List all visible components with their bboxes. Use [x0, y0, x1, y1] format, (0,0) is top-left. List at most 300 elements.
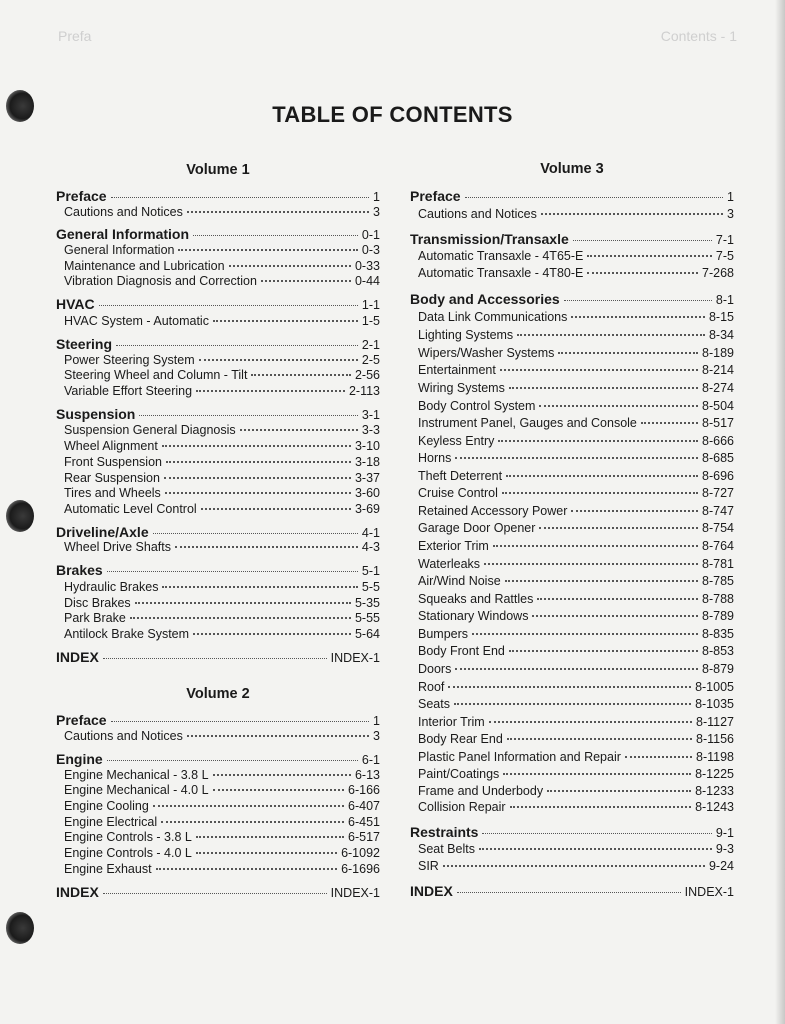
toc-entry-row: [410, 680, 734, 696]
dot-leader: [99, 305, 358, 306]
toc-entry-title: Wipers/Washer Systems: [418, 346, 555, 360]
toc-page-number: 8-696: [702, 469, 734, 483]
toc-entry-title: Doors: [418, 662, 452, 676]
toc-entry-row: [410, 539, 734, 555]
toc-entry-title: Seats: [418, 697, 450, 711]
toc-entry-title: Wheel Alignment: [64, 439, 158, 453]
toc-page-number: 8-1005: [695, 680, 734, 694]
toc-page-number: 6-1696: [341, 862, 380, 876]
toc-entry-row: [410, 592, 734, 608]
running-header-right: Contents - 1: [660, 28, 737, 44]
toc-entry-title: Engine Electrical: [64, 815, 158, 829]
toc-page-number: 7-1: [715, 233, 734, 247]
toc-page-number: 6-1092: [341, 846, 380, 860]
toc-page-number: 0-33: [354, 259, 380, 273]
toc-entry-title: Frame and Underbody: [418, 784, 544, 798]
dot-leader: [537, 598, 698, 600]
toc-entry-title: Body Control System: [418, 399, 536, 413]
dot-leader: [625, 756, 692, 758]
toc-entry-row: [410, 842, 734, 858]
toc-entry-title: Suspension General Diagnosis: [64, 423, 236, 437]
toc-entry-row: [56, 846, 380, 862]
dot-leader: [448, 686, 691, 688]
toc-page-number: 0-44: [354, 274, 380, 288]
toc-page-number: INDEX-1: [330, 886, 380, 900]
toc-entry-row: [56, 611, 380, 627]
toc-page-number: 8-1225: [695, 767, 734, 781]
dot-leader: [482, 833, 711, 834]
toc-entry-row: [56, 259, 380, 275]
toc-entry-row: [410, 609, 734, 625]
toc-page-number: 8-788: [702, 592, 734, 606]
toc-entry-row: [56, 314, 380, 330]
dot-leader: [489, 721, 692, 723]
toc-entry-row: [410, 715, 734, 731]
toc-page-number: 8-789: [702, 609, 734, 623]
left-column: [56, 0, 380, 1024]
dot-leader: [465, 197, 723, 198]
toc-entry-title: Lighting Systems: [418, 328, 514, 342]
toc-entry-title: Plastic Panel Information and Repair: [418, 750, 621, 764]
toc-entry-row: [56, 799, 380, 815]
dot-leader: [240, 429, 358, 431]
toc-entry-title: INDEX: [56, 649, 99, 665]
toc-entry-row: [56, 580, 380, 596]
toc-page-number: 6-451: [348, 815, 380, 829]
toc-page-number: 3-37: [354, 471, 380, 485]
toc-section-row: [56, 226, 380, 244]
dot-leader: [641, 422, 698, 424]
toc-page-number: 6-517: [348, 830, 380, 844]
toc-page-number: 8-1156: [696, 732, 734, 746]
toc-entry-row: [56, 783, 380, 799]
dot-leader: [500, 369, 698, 371]
toc-entry-title: Suspension: [56, 406, 136, 422]
dot-leader: [541, 213, 723, 215]
toc-entry-row: [56, 243, 380, 259]
toc-page-number: 3: [373, 205, 380, 219]
dot-leader: [130, 617, 351, 619]
dot-leader: [564, 300, 712, 301]
toc-entry-title: Interior Trim: [418, 715, 485, 729]
toc-page-number: 2-5: [361, 353, 380, 367]
dot-leader: [479, 848, 712, 850]
dot-leader: [455, 668, 698, 670]
toc-entry-row: [410, 363, 734, 379]
dot-leader: [502, 492, 698, 494]
toc-entry-title: Engine Exhaust: [64, 862, 152, 876]
dot-leader: [587, 272, 698, 274]
toc-page-number: 1-1: [361, 298, 380, 312]
toc-entry-title: Retained Accessory Power: [418, 504, 568, 518]
toc-entry-row: [410, 750, 734, 766]
toc-entry-row: [410, 249, 734, 265]
toc-entry-title: Engine Mechanical - 3.8 L: [64, 768, 209, 782]
dot-leader: [505, 580, 698, 582]
toc-page-number: 8-34: [708, 328, 734, 342]
toc-entry-title: Engine: [56, 751, 103, 767]
toc-entry-row: [56, 368, 380, 384]
toc-page-number: 8-1035: [695, 697, 734, 711]
dot-leader: [571, 510, 698, 512]
toc-entry-title: Engine Cooling: [64, 799, 149, 813]
dot-leader: [116, 345, 358, 346]
toc-entry-title: Engine Mechanical - 4.0 L: [64, 783, 209, 797]
toc-entry-row: [410, 662, 734, 678]
right-column: [410, 0, 734, 1024]
dot-leader: [187, 735, 369, 737]
toc-entry-title: Cautions and Notices: [418, 207, 537, 221]
toc-entry-title: Squeaks and Rattles: [418, 592, 534, 606]
toc-entry-title: Transmission/Transaxle: [410, 231, 569, 247]
toc-page-number: 8-764: [702, 539, 734, 553]
toc-page-number: 3: [373, 729, 380, 743]
toc-entry-row: [410, 434, 734, 450]
dot-leader: [539, 527, 698, 529]
toc-page-number: 8-785: [702, 574, 734, 588]
toc-page-number: 8-1198: [696, 750, 734, 764]
toc-page-number: 0-3: [361, 243, 380, 257]
toc-entry-title: Automatic Transaxle - 4T80-E: [418, 266, 584, 280]
dot-leader: [539, 405, 698, 407]
toc-page-number: 8-685: [702, 451, 734, 465]
dot-leader: [443, 865, 705, 867]
toc-section-row: [56, 406, 380, 424]
toc-entry-title: Theft Deterrent: [418, 469, 503, 483]
toc-entry-title: Steering: [56, 336, 113, 352]
toc-entry-title: Front Suspension: [64, 455, 162, 469]
toc-section-row: [410, 291, 734, 309]
toc-page-number: INDEX-1: [330, 651, 380, 665]
toc-entry-title: Brakes: [56, 562, 103, 578]
toc-entry-title: Maintenance and Lubrication: [64, 259, 225, 273]
toc-entry-title: General Information: [64, 243, 175, 257]
toc-entry-row: [410, 784, 734, 800]
toc-entry-row: [56, 502, 380, 518]
toc-page-number: 3-3: [361, 423, 380, 437]
toc-page-number: 1: [373, 714, 380, 728]
toc-entry-row: [56, 439, 380, 455]
running-header-left: Prefa: [58, 28, 92, 44]
toc-page-number: 8-214: [702, 363, 734, 377]
dot-leader: [153, 533, 358, 534]
toc-page-number: 3-69: [354, 502, 380, 516]
toc-entry-row: [56, 384, 380, 400]
dot-leader: [153, 805, 344, 807]
dot-leader: [573, 240, 712, 241]
toc-page-number: 9-1: [715, 826, 734, 840]
volume-2-title: Volume 2: [186, 686, 250, 702]
dot-leader: [498, 440, 698, 442]
toc-entry-title: INDEX: [410, 883, 453, 899]
toc-entry-row: [410, 732, 734, 748]
page-edge-shadow: [775, 0, 785, 1024]
dot-leader: [213, 789, 344, 791]
toc-entry-title: SIR: [418, 859, 439, 873]
toc-entry-row: [56, 486, 380, 502]
toc-page-number: 3-10: [354, 439, 380, 453]
toc-entry-title: Seat Belts: [418, 842, 475, 856]
toc-entry-title: Bumpers: [418, 627, 469, 641]
toc-page-number: 6-13: [354, 768, 380, 782]
toc-entry-title: Instrument Panel, Gauges and Console: [418, 416, 637, 430]
toc-entry-row: [410, 557, 734, 573]
toc-page-number: 3-60: [354, 486, 380, 500]
toc-entry-title: Cruise Control: [418, 486, 498, 500]
toc-entry-row: [410, 767, 734, 783]
toc-entry-row: [410, 521, 734, 537]
toc-page-number: 8-727: [702, 486, 734, 500]
toc-section-row: [56, 296, 380, 314]
toc-page-number: 3-18: [354, 455, 380, 469]
toc-page-number: 1-5: [361, 314, 380, 328]
dot-leader: [510, 806, 692, 808]
toc-page-number: 5-1: [361, 564, 380, 578]
toc-page-number: 2-113: [348, 384, 380, 398]
dot-leader: [107, 571, 358, 572]
toc-page-number: 6-166: [348, 783, 380, 797]
toc-entry-title: Restraints: [410, 824, 479, 840]
toc-page-number: 2-1: [361, 338, 380, 352]
toc-entry-title: Keyless Entry: [418, 434, 495, 448]
dot-leader: [509, 650, 698, 652]
dot-leader: [532, 615, 698, 617]
toc-entry-title: Air/Wind Noise: [418, 574, 501, 588]
binder-hole-middle: [6, 500, 34, 532]
toc-entry-title: Data Link Communications: [418, 310, 568, 324]
toc-entry-row: [410, 451, 734, 467]
dot-leader: [161, 821, 344, 823]
toc-section-row: [410, 824, 734, 842]
toc-entry-title: HVAC: [56, 296, 95, 312]
dot-leader: [558, 352, 698, 354]
toc-page-number: 6-1: [361, 753, 380, 767]
dot-leader: [103, 893, 327, 894]
toc-page-number: 8-666: [702, 434, 734, 448]
toc-entry-row: [56, 353, 380, 369]
toc-page-number: INDEX-1: [684, 885, 734, 899]
dot-leader: [213, 774, 351, 776]
toc-page-number: 9-3: [715, 842, 734, 856]
toc-entry-title: Power Steering System: [64, 353, 195, 367]
toc-entry-row: [410, 574, 734, 590]
toc-entry-row: [56, 862, 380, 878]
toc-entry-title: Steering Wheel and Column - Tilt: [64, 368, 248, 382]
toc-entry-title: Body Front End: [418, 644, 505, 658]
toc-entry-title: Rear Suspension: [64, 471, 160, 485]
toc-entry-row: [410, 399, 734, 415]
dot-leader: [111, 197, 369, 198]
toc-entry-title: Preface: [56, 188, 107, 204]
toc-page-number: 4-1: [361, 526, 380, 540]
toc-page-number: 3: [727, 207, 734, 221]
toc-section-row: [56, 712, 380, 730]
toc-entry-title: Wheel Drive Shafts: [64, 540, 171, 554]
toc-page-number: 1: [373, 190, 380, 204]
volume-1-title: Volume 1: [186, 162, 250, 178]
toc-entry-title: HVAC System - Automatic: [64, 314, 209, 328]
toc-entry-title: Preface: [56, 712, 107, 728]
dot-leader: [187, 211, 369, 213]
toc-entry-row: [56, 729, 380, 745]
toc-entry-title: Preface: [410, 188, 461, 204]
toc-entry-row: [410, 207, 734, 223]
toc-entry-title: Disc Brakes: [64, 596, 131, 610]
toc-entry-title: Tires and Wheels: [64, 486, 161, 500]
toc-page-number: 5-64: [354, 627, 380, 641]
toc-entry-title: Hydraulic Brakes: [64, 580, 159, 594]
dot-leader: [107, 760, 358, 761]
toc-entry-title: Variable Effort Steering: [64, 384, 193, 398]
toc-page-number: 8-1127: [696, 715, 734, 729]
dot-leader: [164, 477, 351, 479]
toc-entry-title: Collision Repair: [418, 800, 506, 814]
toc-page-number: 8-15: [708, 310, 734, 324]
dot-leader: [571, 316, 705, 318]
toc-entry-row: [410, 328, 734, 344]
dot-leader: [193, 633, 351, 635]
toc-entry-title: Automatic Level Control: [64, 502, 197, 516]
dot-leader: [193, 235, 358, 236]
dot-leader: [139, 415, 358, 416]
toc-entry-row: [410, 859, 734, 875]
toc-section-row: [56, 188, 380, 206]
toc-section-row: [410, 883, 734, 901]
dot-leader: [493, 545, 698, 547]
toc-entry-row: [410, 346, 734, 362]
toc-entry-row: [56, 471, 380, 487]
toc-page-number: 8-189: [702, 346, 734, 360]
toc-entry-row: [410, 416, 734, 432]
toc-entry-title: Paint/Coatings: [418, 767, 500, 781]
toc-entry-title: Cautions and Notices: [64, 205, 183, 219]
toc-page-number: 8-879: [702, 662, 734, 676]
toc-entry-title: Horns: [418, 451, 452, 465]
dot-leader: [261, 280, 351, 282]
toc-entry-title: Entertainment: [418, 363, 496, 377]
dot-leader: [178, 249, 357, 251]
toc-entry-title: Stationary Windows: [418, 609, 529, 623]
toc-entry-title: Cautions and Notices: [64, 729, 183, 743]
dot-leader: [506, 475, 698, 477]
toc-entry-title: Engine Controls - 4.0 L: [64, 846, 192, 860]
toc-entry-row: [410, 800, 734, 816]
toc-page-number: 8-747: [702, 504, 734, 518]
dot-leader: [166, 461, 351, 463]
toc-entry-title: Driveline/Axle: [56, 524, 149, 540]
toc-entry-row: [410, 644, 734, 660]
toc-page-number: 1: [727, 190, 734, 204]
toc-page-number: 8-1: [715, 293, 734, 307]
toc-page-number: 5-35: [354, 596, 380, 610]
toc-entry-row: [410, 469, 734, 485]
toc-section-row: [56, 649, 380, 667]
dot-leader: [103, 658, 327, 659]
dot-leader: [517, 334, 705, 336]
toc-entry-title: Exterior Trim: [418, 539, 489, 553]
dot-leader: [196, 836, 344, 838]
toc-entry-row: [410, 486, 734, 502]
toc-entry-row: [56, 830, 380, 846]
dot-leader: [229, 265, 351, 267]
toc-entry-row: [56, 540, 380, 556]
toc-page-number: 8-835: [702, 627, 734, 641]
toc-page-number: 8-504: [702, 399, 734, 413]
toc-entry-row: [410, 697, 734, 713]
toc-entry-row: [56, 274, 380, 290]
toc-entry-row: [410, 627, 734, 643]
toc-entry-title: Wiring Systems: [418, 381, 505, 395]
dot-leader: [213, 320, 358, 322]
toc-section-row: [56, 336, 380, 354]
toc-page-number: 8-1243: [695, 800, 734, 814]
toc-page-number: 8-517: [702, 416, 734, 430]
toc-entry-title: Vibration Diagnosis and Correction: [64, 274, 257, 288]
toc-entry-title: General Information: [56, 226, 190, 242]
dot-leader: [503, 773, 691, 775]
toc-entry-row: [56, 205, 380, 221]
toc-entry-title: Antilock Brake System: [64, 627, 190, 641]
toc-section-row: [410, 231, 734, 249]
dot-leader: [509, 387, 698, 389]
toc-page-number: 4-3: [361, 540, 380, 554]
dot-leader: [196, 390, 345, 392]
toc-entry-row: [56, 768, 380, 784]
dot-leader: [135, 602, 351, 604]
toc-section-row: [56, 751, 380, 769]
toc-entry-title: Engine Controls - 3.8 L: [64, 830, 192, 844]
toc-page-number: 8-781: [702, 557, 734, 571]
toc-entry-row: [56, 815, 380, 831]
toc-page-number: 5-55: [354, 611, 380, 625]
page-title: TABLE OF CONTENTS: [272, 102, 513, 127]
toc-entry-title: Roof: [418, 680, 445, 694]
toc-page-number: 8-754: [702, 521, 734, 535]
dot-leader: [201, 508, 351, 510]
binder-hole-bottom: [6, 912, 34, 944]
toc-page-number: 8-853: [702, 644, 734, 658]
toc-entry-title: Automatic Transaxle - 4T65-E: [418, 249, 584, 263]
toc-page-number: 0-1: [361, 228, 380, 242]
dot-leader: [165, 492, 351, 494]
toc-page-number: 8-1233: [695, 784, 734, 798]
toc-page-number: 5-5: [361, 580, 380, 594]
toc-entry-title: Waterleaks: [418, 557, 481, 571]
toc-entry-row: [56, 423, 380, 439]
dot-leader: [156, 868, 338, 870]
toc-section-row: [410, 188, 734, 206]
toc-entry-title: Body Rear End: [418, 732, 503, 746]
toc-entry-row: [56, 627, 380, 643]
toc-entry-title: Garage Door Opener: [418, 521, 536, 535]
toc-entry-row: [410, 381, 734, 397]
dot-leader: [457, 892, 681, 893]
toc-entry-row: [410, 310, 734, 326]
dot-leader: [484, 563, 698, 565]
toc-page-number: 7-268: [702, 266, 734, 280]
toc-entry-title: Park Brake: [64, 611, 126, 625]
toc-page-number: 7-5: [715, 249, 734, 263]
dot-leader: [547, 790, 691, 792]
dot-leader: [162, 445, 351, 447]
dot-leader: [196, 852, 337, 854]
toc-page-number: 3-1: [361, 408, 380, 422]
toc-entry-row: [56, 596, 380, 612]
dot-leader: [251, 374, 351, 376]
dot-leader: [111, 721, 369, 722]
dot-leader: [587, 255, 712, 257]
dot-leader: [175, 546, 358, 548]
